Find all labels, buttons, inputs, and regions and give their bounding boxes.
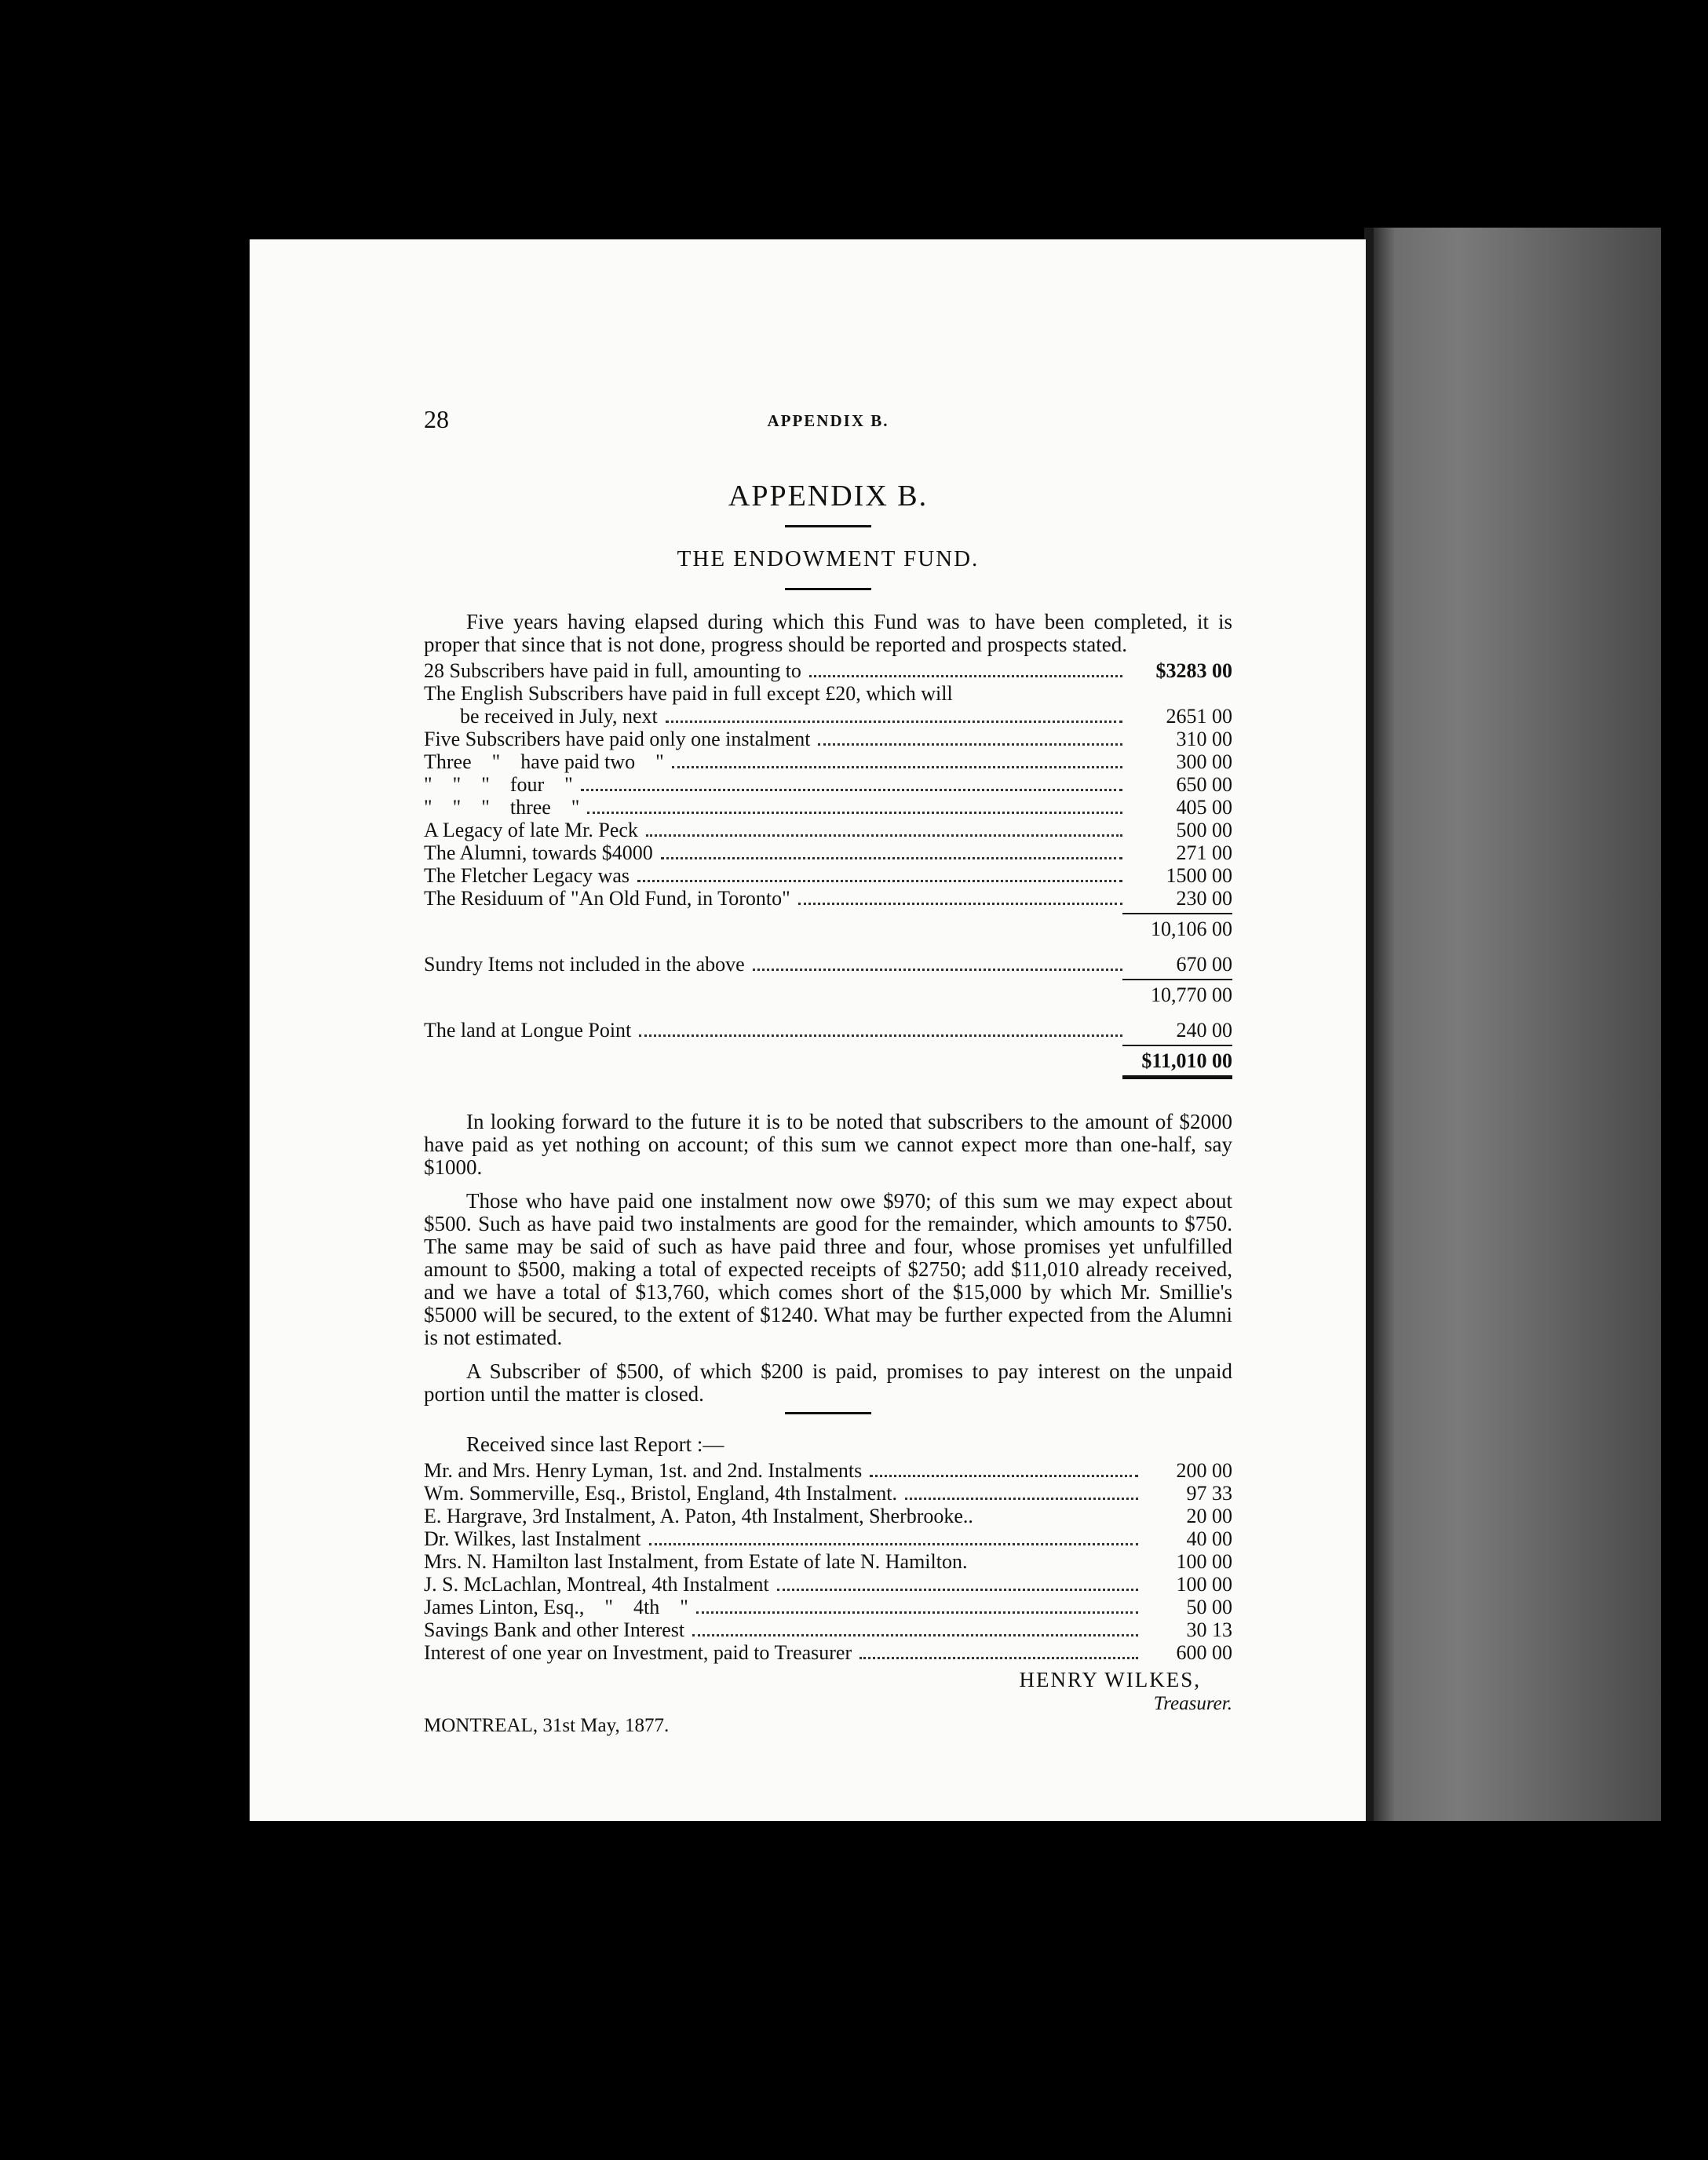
received-label: J. S. McLachlan, Montreal, 4th Instalment — [424, 1573, 769, 1596]
received-label: Interest of one year on Investment, paid to Treasurer — [424, 1641, 852, 1664]
ledger-amount: 650 00 — [1176, 773, 1232, 796]
dot-leader — [961, 697, 1122, 700]
ledger-table — [424, 659, 1232, 1079]
received-heading: Received since last Report :— — [466, 1432, 724, 1456]
received-amount: 50 00 — [1186, 1596, 1232, 1618]
dot-leader — [975, 1565, 1138, 1568]
ledger-row — [424, 887, 1232, 910]
sundry-label: Sundry Items not included in the above — [424, 953, 745, 976]
ledger-row — [424, 705, 1232, 728]
paragraph-instalments: Those who have paid one instalment now owe $970; of this sum we may expect about $500. Such as have paid two instalments are good for the remainder, which amounts to $750. The same may be said of such as have paid three and four, whose promises yet unfulfilled amount to $500, making a total of expected receipts of $2750; add $11,010 already received, and we have a total of $13,760, which comes short of the $15,000 by which Mr. Smillie's $5000 will be secured, to the extent of $1240. What may be further expected from the Alumni is not estimated. — [424, 1189, 1232, 1349]
received-amount: 97 33 — [1186, 1482, 1232, 1505]
ledger-row — [424, 864, 1232, 887]
spacer — [424, 940, 1232, 953]
received-label: Mrs. N. Hamilton last Instalment, from Estate of late N. Hamilton. — [424, 1550, 968, 1573]
dot-leader — [809, 674, 1122, 677]
intro-paragraph: Five years having elapsed during which this Fund was to have been completed, it is proper that since that is not done, progress should be reported and prospects stated. — [424, 610, 1232, 656]
grand-total-row — [424, 1049, 1232, 1072]
ledger-row — [424, 796, 1232, 819]
dot-leader — [905, 1497, 1138, 1500]
dot-leader — [587, 811, 1122, 814]
ledger-label: 28 Subscribers have paid in full, amounting to — [424, 659, 801, 682]
ledger-label: be received in July, next — [460, 705, 658, 728]
sum-rule — [1122, 913, 1232, 914]
dot-leader — [672, 765, 1122, 768]
received-row — [424, 1573, 1232, 1596]
ledger-amount: 405 00 — [1176, 796, 1232, 819]
received-row — [424, 1527, 1232, 1550]
ledger-label: " " " three " — [424, 796, 580, 819]
signatory-title: Treasurer. — [1153, 1693, 1232, 1714]
received-row — [424, 1505, 1232, 1527]
dot-leader — [753, 968, 1122, 971]
subtotal-amount: 10,106 00 — [1151, 918, 1232, 940]
dot-leader — [859, 1656, 1138, 1659]
dot-leader — [432, 1064, 1122, 1067]
dot-leader — [661, 856, 1122, 859]
received-label: Savings Bank and other Interest — [424, 1618, 685, 1641]
ledger-label: The Residuum of "An Old Fund, in Toronto" — [424, 887, 790, 910]
land-label: The land at Longue Point — [424, 1019, 632, 1042]
dot-leader — [637, 879, 1122, 882]
ledger-row — [424, 659, 1232, 682]
grand-total-amount: $11,010 00 — [1141, 1049, 1232, 1072]
ledger-row — [424, 773, 1232, 796]
dot-leader — [581, 788, 1122, 791]
ledger-label: A Legacy of late Mr. Peck — [424, 819, 638, 841]
dot-leader — [432, 998, 1122, 1002]
received-label: Dr. Wilkes, last Instalment — [424, 1527, 641, 1550]
received-amount: 20 00 — [1186, 1505, 1232, 1527]
dot-leader — [639, 1034, 1122, 1037]
signatory-name: HENRY WILKES, — [1019, 1668, 1201, 1691]
ledger-label: " " " four " — [424, 773, 573, 796]
running-header — [424, 405, 1232, 447]
received-amount: 600 00 — [1176, 1641, 1232, 1664]
dot-leader — [981, 1520, 1138, 1523]
sum-rule — [1122, 1045, 1232, 1046]
received-amount: 100 00 — [1176, 1550, 1232, 1573]
spacer — [424, 1006, 1232, 1019]
section-rule — [785, 588, 871, 590]
running-title: APPENDIX B. — [767, 411, 889, 430]
received-label: Mr. and Mrs. Henry Lyman, 1st. and 2nd. Instalments — [424, 1459, 863, 1482]
dot-leader — [649, 1542, 1139, 1545]
sum-rule — [1122, 979, 1232, 980]
sundry-amount: 670 00 — [1176, 953, 1232, 976]
received-row — [424, 1482, 1232, 1505]
section-rule — [785, 1412, 871, 1414]
dot-leader — [798, 902, 1122, 905]
book-spine — [1372, 228, 1661, 1821]
signature-block — [424, 1668, 1232, 1736]
ledger-row — [424, 728, 1232, 750]
subtotal-row — [424, 983, 1232, 1006]
ledger-label: Five Subscribers have paid only one instalment — [424, 728, 811, 750]
section-title: THE ENDOWMENT FUND. — [677, 546, 980, 571]
ledger-amount: 500 00 — [1176, 819, 1232, 841]
subtotal-row — [424, 918, 1232, 940]
dot-leader — [432, 932, 1122, 936]
received-label: E. Hargrave, 3rd Instalment, A. Paton, 4th Instalment, Sherbrooke.. — [424, 1505, 973, 1527]
ledger-row — [424, 682, 1232, 705]
received-row — [424, 1596, 1232, 1618]
ledger-row — [424, 841, 1232, 864]
dot-leader — [696, 1611, 1138, 1614]
ledger-amount: 2651 00 — [1166, 705, 1232, 728]
paragraph-outlook: In looking forward to the future it is to be noted that subscribers to the amount of $2000 have paid as yet nothing on account; of this sum we cannot expect more than one-half, say $1000. — [424, 1110, 1232, 1179]
received-amount: 200 00 — [1176, 1459, 1232, 1482]
received-row — [424, 1618, 1232, 1641]
dot-leader — [777, 1588, 1138, 1591]
ledger-row — [424, 750, 1232, 773]
dot-leader — [870, 1474, 1138, 1477]
place-and-date: MONTREAL, 31st May, 1877. — [424, 1715, 670, 1736]
ledger-label: The Alumni, towards $4000 — [424, 841, 653, 864]
dot-leader — [666, 720, 1122, 723]
dot-leader — [692, 1633, 1138, 1636]
ledger-label: The Fletcher Legacy was — [424, 864, 630, 887]
ledger-label: The English Subscribers have paid in full except £20, which will — [424, 682, 953, 705]
dot-leader — [646, 834, 1122, 837]
received-amount: 40 00 — [1186, 1527, 1232, 1550]
ledger-amount: $3283 00 — [1155, 659, 1232, 682]
page-number: 28 — [424, 405, 449, 433]
received-amount: 100 00 — [1176, 1573, 1232, 1596]
ledger-row — [424, 819, 1232, 841]
double-rule — [1122, 1075, 1232, 1079]
ledger-amount: 230 00 — [1176, 887, 1232, 910]
ledger-amount: 1500 00 — [1166, 864, 1232, 887]
subtotal-amount: 10,770 00 — [1151, 983, 1232, 1006]
ledger-label: Three " have paid two " — [424, 750, 664, 773]
ledger-amount: 271 00 — [1176, 841, 1232, 864]
received-row — [424, 1459, 1232, 1482]
received-table — [424, 1459, 1232, 1664]
received-row — [424, 1641, 1232, 1664]
page-title: APPENDIX B. — [728, 480, 929, 513]
ledger-amount: 310 00 — [1176, 728, 1232, 750]
paragraph-interest: A Subscriber of $500, of which $200 is paid, promises to pay interest on the unpaid portion until the matter is closed. — [424, 1359, 1232, 1406]
received-amount: 30 13 — [1186, 1618, 1232, 1641]
land-amount: 240 00 — [1176, 1019, 1232, 1042]
title-rule — [785, 525, 871, 527]
sundry-row — [424, 953, 1232, 976]
ledger-amount: 300 00 — [1176, 750, 1232, 773]
received-row — [424, 1550, 1232, 1573]
dot-leader — [818, 742, 1122, 746]
land-row — [424, 1019, 1232, 1042]
received-label: Wm. Sommerville, Esq., Bristol, England, 4th Instalment. — [424, 1482, 897, 1505]
page-content — [424, 405, 1232, 1736]
received-label: James Linton, Esq., " 4th " — [424, 1596, 688, 1618]
